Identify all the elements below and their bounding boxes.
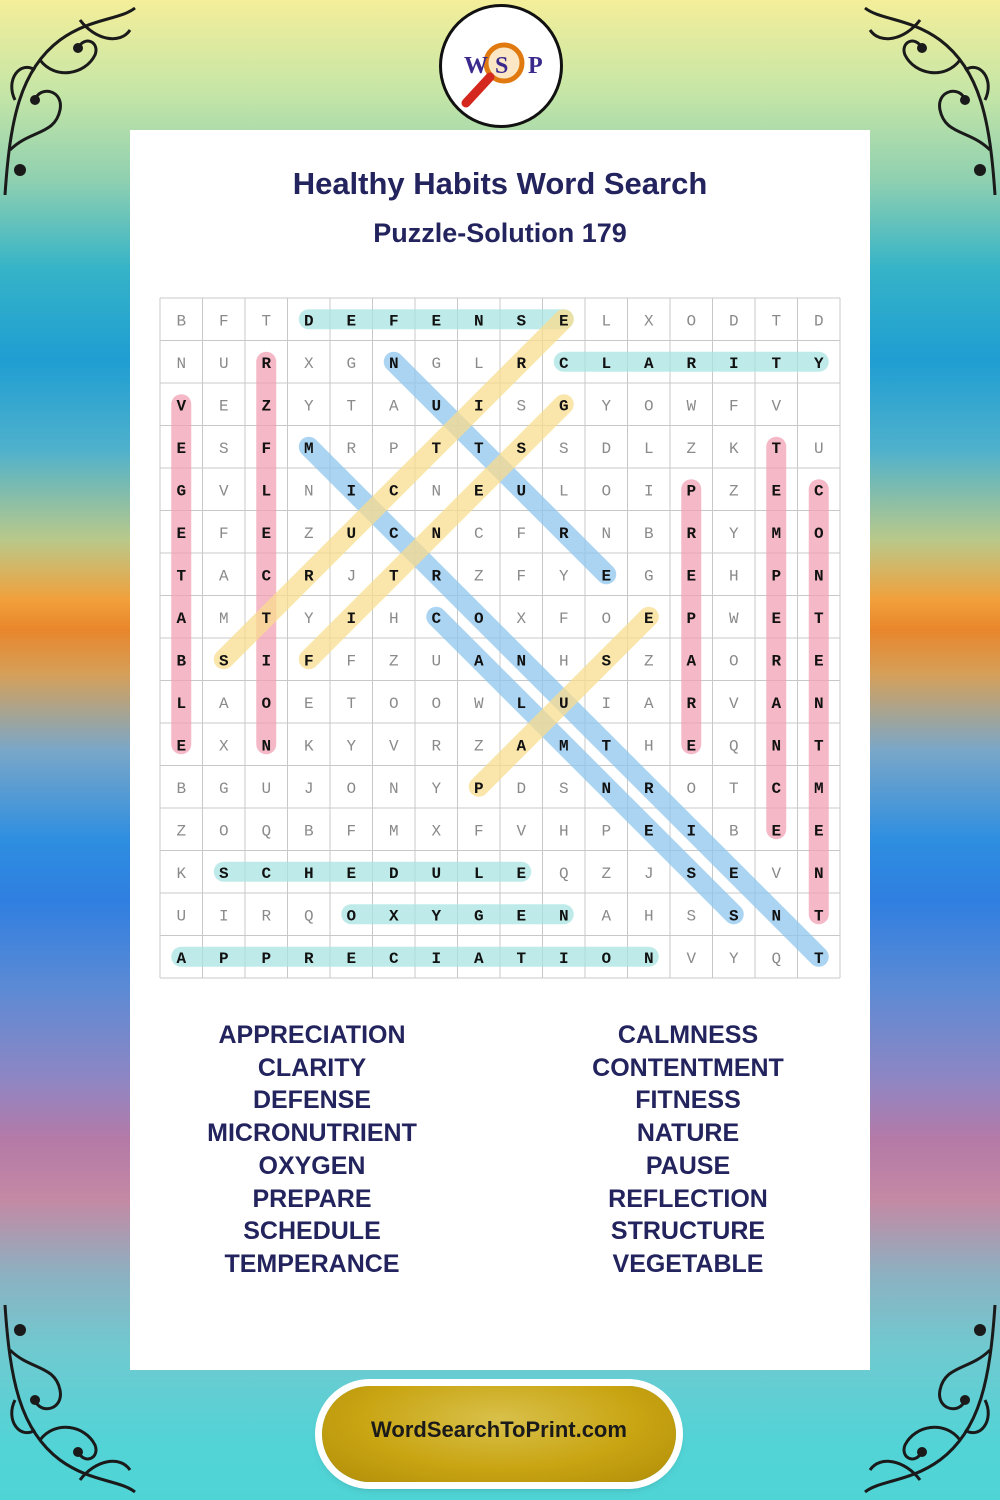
grid-letter: Z [388, 652, 399, 671]
grid-letter-solved: Z [261, 397, 272, 416]
grid-letter: I [218, 907, 229, 926]
logo-letter-w: W [464, 53, 488, 79]
grid-letter: T [771, 312, 782, 331]
grid-letter-solved: P [771, 567, 782, 586]
grid-letter: T [261, 312, 272, 331]
grid-letter-solved: Y [431, 907, 442, 926]
grid-letter-solved: H [303, 864, 314, 883]
grid-letter-solved: N [813, 694, 824, 713]
puzzle-panel [130, 130, 870, 1370]
grid-letter-solved: N [558, 907, 569, 926]
grid-letter: X [643, 312, 654, 331]
grid-letter-solved: N [813, 864, 824, 883]
grid-letter: Q [261, 822, 272, 841]
grid-letter: T [346, 694, 357, 713]
corner-ornament-top-left [0, 0, 140, 200]
grid-letter: H [388, 609, 399, 628]
grid-letter-solved: U [346, 524, 357, 543]
grid-letter-solved: E [643, 609, 654, 628]
grid-letter-solved: F [303, 652, 314, 671]
grid-letter: V [728, 694, 739, 713]
grid-letter-solved: T [176, 567, 187, 586]
corner-ornament-bottom-right [860, 1300, 1000, 1500]
grid-letter-solved: E [813, 822, 824, 841]
grid-letter-solved: X [388, 907, 399, 926]
grid-letter-solved: P [261, 949, 272, 968]
grid-letter-solved: I [261, 652, 272, 671]
grid-letter-solved: T [261, 609, 272, 628]
grid-letter: G [643, 567, 654, 586]
grid-letter-solved: O [813, 524, 824, 543]
grid-letter: K [728, 439, 739, 458]
grid-letter: L [643, 439, 654, 458]
website-link-button[interactable] [322, 1386, 676, 1482]
grid-letter-solved: P [686, 609, 697, 628]
grid-letter-solved: C [431, 609, 442, 628]
grid-letter-solved: E [771, 609, 782, 628]
grid-letter: R [346, 439, 357, 458]
grid-letter: U [218, 354, 229, 373]
grid-letter-solved: E [176, 737, 187, 756]
word-list-item: MICRONUTRIENT [207, 1119, 417, 1148]
grid-letter: W [728, 609, 739, 628]
grid-letter: Y [346, 737, 357, 756]
grid-letter-solved: T [516, 949, 527, 968]
grid-letter: N [176, 354, 187, 373]
grid-letter-solved: E [473, 482, 484, 501]
grid-letter: P [388, 439, 399, 458]
grid-letter-solved: L [473, 864, 484, 883]
grid-letter-solved: T [601, 737, 612, 756]
grid-letter: Y [601, 397, 612, 416]
grid-letter-solved: L [601, 354, 612, 373]
grid-letter: Z [686, 439, 697, 458]
grid-letter: O [601, 609, 612, 628]
grid-letter: Y [728, 524, 739, 543]
grid-letter: G [218, 779, 229, 798]
grid-letter: I [643, 482, 654, 501]
grid-letter-solved: L [176, 694, 187, 713]
grid-letter: V [686, 949, 697, 968]
grid-letter-solved: S [686, 864, 697, 883]
grid-letter: S [558, 779, 569, 798]
grid-letter-solved: I [431, 949, 442, 968]
word-list-item: CLARITY [257, 1053, 367, 1082]
grid-letter: X [431, 822, 442, 841]
grid-letter: H [643, 737, 654, 756]
grid-letter: U [261, 779, 272, 798]
grid-letter-solved: N [813, 567, 824, 586]
grid-letter-solved: E [601, 567, 612, 586]
grid-letter-solved: E [431, 312, 442, 331]
grid-letter: H [643, 907, 654, 926]
grid-letter: N [601, 524, 612, 543]
grid-letter-solved: C [813, 482, 824, 501]
grid-letter: Q [728, 737, 739, 756]
grid-letter-solved: I [346, 482, 357, 501]
grid-letter: S [218, 439, 229, 458]
page-title: Healthy Habits Word Search [292, 166, 708, 201]
grid-letter-solved: N [771, 737, 782, 756]
grid-letter: H [728, 567, 739, 586]
grid-letter: N [303, 482, 314, 501]
grid-letter: A [218, 694, 229, 713]
grid-letter-solved: L [261, 482, 272, 501]
grid-letter-solved: R [303, 949, 314, 968]
grid-letter-solved: U [558, 694, 569, 713]
magnifier-handle [466, 77, 490, 103]
grid-letter-solved: C [558, 354, 569, 373]
grid-letter-solved: N [388, 354, 399, 373]
grid-letter: R [261, 907, 272, 926]
word-list-item: STRUCTURE [610, 1217, 766, 1246]
grid-letter-solved: N [261, 737, 272, 756]
grid-letter: O [601, 482, 612, 501]
grid-letter-solved: E [516, 907, 527, 926]
grid-letter: D [813, 312, 824, 331]
grid-letter-solved: E [261, 524, 272, 543]
grid-letter: E [218, 397, 229, 416]
grid-letter: I [601, 694, 612, 713]
grid-letter: Q [771, 949, 782, 968]
word-list-item: DEFENSE [252, 1086, 372, 1115]
grid-letter-solved: D [303, 312, 314, 331]
grid-letter: P [601, 822, 612, 841]
grid-letter-solved: T [771, 439, 782, 458]
grid-letter-solved: D [388, 864, 399, 883]
grid-letter: U [813, 439, 824, 458]
grid-letter-solved: E [558, 312, 569, 331]
grid-letter-solved: R [516, 354, 527, 373]
grid-letter: F [728, 397, 739, 416]
grid-letter: D [728, 312, 739, 331]
grid-letter-solved: R [261, 354, 272, 373]
grid-letter-solved: R [686, 694, 697, 713]
grid-letter-solved: R [558, 524, 569, 543]
grid-letter: L [558, 482, 569, 501]
grid-letter: D [601, 439, 612, 458]
grid-letter: F [218, 524, 229, 543]
grid-letter-solved: M [303, 439, 314, 458]
grid-letter: D [516, 779, 527, 798]
grid-letter: E [303, 694, 314, 713]
word-list-item: SCHEDULE [243, 1217, 381, 1246]
grid-letter-solved: A [473, 652, 484, 671]
grid-letter-solved: F [261, 439, 272, 458]
corner-ornament-top-right [860, 0, 1000, 200]
grid-letter-solved: Y [813, 354, 824, 373]
grid-letter: J [346, 567, 357, 586]
grid-letter: V [771, 864, 782, 883]
grid-letter-solved: E [771, 482, 782, 501]
grid-letter: Y [728, 949, 739, 968]
word-list-item: TEMPERANCE [224, 1249, 400, 1278]
word-search-grid [159, 297, 841, 979]
grid-letter: F [516, 524, 527, 543]
grid-letter-solved: G [558, 397, 569, 416]
grid-letter: Q [303, 907, 314, 926]
grid-letter-solved: M [558, 737, 569, 756]
word-list-item: OXYGEN [258, 1151, 366, 1180]
word-list-item: PAUSE [645, 1151, 731, 1180]
grid-letter-solved: U [431, 397, 442, 416]
grid-letter-solved: E [686, 737, 697, 756]
grid-letter-solved: E [771, 822, 782, 841]
grid-letter: M [218, 609, 229, 628]
grid-letter: N [388, 779, 399, 798]
grid-letter-solved: M [813, 779, 824, 798]
grid-letter: B [643, 524, 654, 543]
grid-letter-solved: I [473, 397, 484, 416]
grid-letter: B [303, 822, 314, 841]
grid-letter-solved: E [516, 864, 527, 883]
grid-letter: G [431, 354, 442, 373]
grid-letter: A [218, 567, 229, 586]
grid-letter: F [473, 822, 484, 841]
grid-letter-solved: E [346, 864, 357, 883]
word-list-right [538, 1019, 838, 1281]
grid-letter-solved: G [473, 907, 484, 926]
grid-letter: Z [728, 482, 739, 501]
grid-letter: O [728, 652, 739, 671]
word-list-item: REFLECTION [608, 1184, 768, 1213]
grid-letter: X [516, 609, 527, 628]
grid-letter-solved: R [303, 567, 314, 586]
grid-letter-solved: S [728, 907, 739, 926]
grid-letter: Y [431, 779, 442, 798]
grid-letter-solved: T [771, 354, 782, 373]
grid-letter-solved: C [261, 864, 272, 883]
grid-letter: K [176, 864, 187, 883]
grid-letter-solved: E [176, 524, 187, 543]
grid-letter: O [388, 694, 399, 713]
grid-letter: Y [303, 397, 314, 416]
grid-letter: F [218, 312, 229, 331]
grid-letter: G [346, 354, 357, 373]
grid-letter: O [686, 312, 697, 331]
word-list-item: PREPARE [252, 1184, 372, 1213]
grid-letter: A [601, 907, 612, 926]
grid-letter: Z [643, 652, 654, 671]
grid-letter: B [176, 779, 187, 798]
grid-letter-solved: R [686, 354, 697, 373]
grid-letter: X [218, 737, 229, 756]
grid-letter: C [473, 524, 484, 543]
grid-letter: H [558, 822, 569, 841]
grid-letter-solved: B [176, 652, 187, 671]
word-list-item: CONTENTMENT [592, 1053, 784, 1082]
grid-letter-solved: E [176, 439, 187, 458]
grid-letter-solved: E [813, 652, 824, 671]
grid-letter-solved: E [728, 864, 739, 883]
grid-letter: M [388, 822, 399, 841]
word-list-left [162, 1019, 462, 1281]
grid-letter-solved: U [431, 864, 442, 883]
grid-letter: Z [303, 524, 314, 543]
grid-letter-solved: R [431, 567, 442, 586]
grid-letter-solved: E [686, 567, 697, 586]
grid-letter: K [303, 737, 314, 756]
grid-letter-solved: T [473, 439, 484, 458]
grid-letter-solved: E [643, 822, 654, 841]
grid-letter-solved: T [813, 907, 824, 926]
grid-letter-solved: R [686, 524, 697, 543]
grid-letter: V [388, 737, 399, 756]
grid-letter-solved: C [771, 779, 782, 798]
grid-letter: F [346, 822, 357, 841]
grid-letter-solved: I [686, 822, 697, 841]
grid-letter-solved: A [516, 737, 527, 756]
grid-letter-solved: S [601, 652, 612, 671]
page-subtitle: Puzzle-Solution 179 [373, 218, 627, 248]
grid-letter: S [558, 439, 569, 458]
grid-letter: Z [601, 864, 612, 883]
grid-letter-solved: C [388, 949, 399, 968]
grid-letter-solved: R [771, 652, 782, 671]
grid-letter-solved: A [686, 652, 697, 671]
grid-letter: O [643, 397, 654, 416]
grid-letter-solved: C [261, 567, 272, 586]
logo-letter-s: S [495, 53, 509, 79]
grid-letter: J [643, 864, 654, 883]
grid-letter-solved: S [218, 864, 229, 883]
grid-letter-solved: A [771, 694, 782, 713]
grid-letter: W [686, 397, 697, 416]
grid-letter: N [431, 482, 442, 501]
grid-letter-solved: A [176, 609, 187, 628]
grid-letter-solved: C [388, 524, 399, 543]
grid-letter-solved: T [813, 949, 824, 968]
grid-letter-solved: E [346, 312, 357, 331]
grid-letter-solved: A [473, 949, 484, 968]
grid-letter-solved: R [643, 779, 654, 798]
grid-letter: S [516, 397, 527, 416]
grid-letter-solved: S [516, 312, 527, 331]
grid-letter: J [303, 779, 314, 798]
grid-letter: O [686, 779, 697, 798]
grid-letter-solved: T [813, 609, 824, 628]
grid-letter-solved: T [388, 567, 399, 586]
grid-letter-solved: T [431, 439, 442, 458]
grid-letter: W [473, 694, 484, 713]
grid-letter-solved: T [813, 737, 824, 756]
grid-letter: A [388, 397, 399, 416]
grid-letter-solved: O [601, 949, 612, 968]
word-list-item: FITNESS [635, 1086, 741, 1115]
grid-letter-solved: S [218, 652, 229, 671]
grid-letter: O [431, 694, 442, 713]
grid-letter-solved: P [218, 949, 229, 968]
grid-letter: F [346, 652, 357, 671]
grid-letter-solved: O [473, 609, 484, 628]
grid-letter: Z [473, 567, 484, 586]
grid-letter-solved: L [516, 694, 527, 713]
grid-letter-solved: M [771, 524, 782, 543]
logo-letter-p: P [528, 53, 543, 79]
grid-letter: B [728, 822, 739, 841]
grid-letter-solved: N [771, 907, 782, 926]
grid-letter-solved: O [261, 694, 272, 713]
grid-letter-solved: A [643, 354, 654, 373]
grid-letter: F [558, 609, 569, 628]
grid-letter-solved: P [686, 482, 697, 501]
grid-letter: O [218, 822, 229, 841]
grid-letter-solved: N [516, 652, 527, 671]
grid-letter-solved: V [176, 397, 187, 416]
grid-letter-solved: N [643, 949, 654, 968]
grid-letter: R [431, 737, 442, 756]
grid-letter-solved: O [346, 907, 357, 926]
word-list-item: APPRECIATION [218, 1021, 406, 1049]
grid-letter: U [431, 652, 442, 671]
grid-letter: Z [176, 822, 187, 841]
grid-letter-solved: P [473, 779, 484, 798]
grid-letter: V [516, 822, 527, 841]
grid-letter: L [601, 312, 612, 331]
grid-letter: L [473, 354, 484, 373]
word-list-item: NATURE [636, 1119, 740, 1148]
grid-letter: X [303, 354, 314, 373]
grid-letter-solved: N [431, 524, 442, 543]
grid-letter-solved: A [176, 949, 187, 968]
wsp-logo [439, 4, 563, 128]
grid-letter: Y [303, 609, 314, 628]
grid-letter: F [516, 567, 527, 586]
grid-letter: U [176, 907, 187, 926]
grid-letter-solved: G [176, 482, 187, 501]
grid-letter: Y [558, 567, 569, 586]
word-list-item: VEGETABLE [612, 1249, 764, 1278]
grid-letter: Z [473, 737, 484, 756]
grid-letter-solved: I [558, 949, 569, 968]
grid-letter: T [346, 397, 357, 416]
word-list-item: CALMNESS [617, 1021, 759, 1049]
grid-letter: B [176, 312, 187, 331]
grid-letter-solved: S [516, 439, 527, 458]
grid-letter: T [728, 779, 739, 798]
grid-letter: Q [558, 864, 569, 883]
grid-letter: H [558, 652, 569, 671]
grid-letter-solved: F [388, 312, 399, 331]
website-link-text: WordSearchToPrint.com [371, 1417, 627, 1442]
grid-letter: V [218, 482, 229, 501]
grid-letter-solved: I [346, 609, 357, 628]
grid-letter-solved: C [388, 482, 399, 501]
corner-ornament-bottom-left [0, 1300, 140, 1500]
grid-letter-solved: N [601, 779, 612, 798]
grid-letter-solved: N [473, 312, 484, 331]
grid-letter-solved: I [728, 354, 739, 373]
grid-letter: A [643, 694, 654, 713]
grid-letter-solved: E [346, 949, 357, 968]
grid-letter: O [346, 779, 357, 798]
grid-letter: V [771, 397, 782, 416]
grid-letter: S [686, 907, 697, 926]
grid-letter-solved: U [516, 482, 527, 501]
